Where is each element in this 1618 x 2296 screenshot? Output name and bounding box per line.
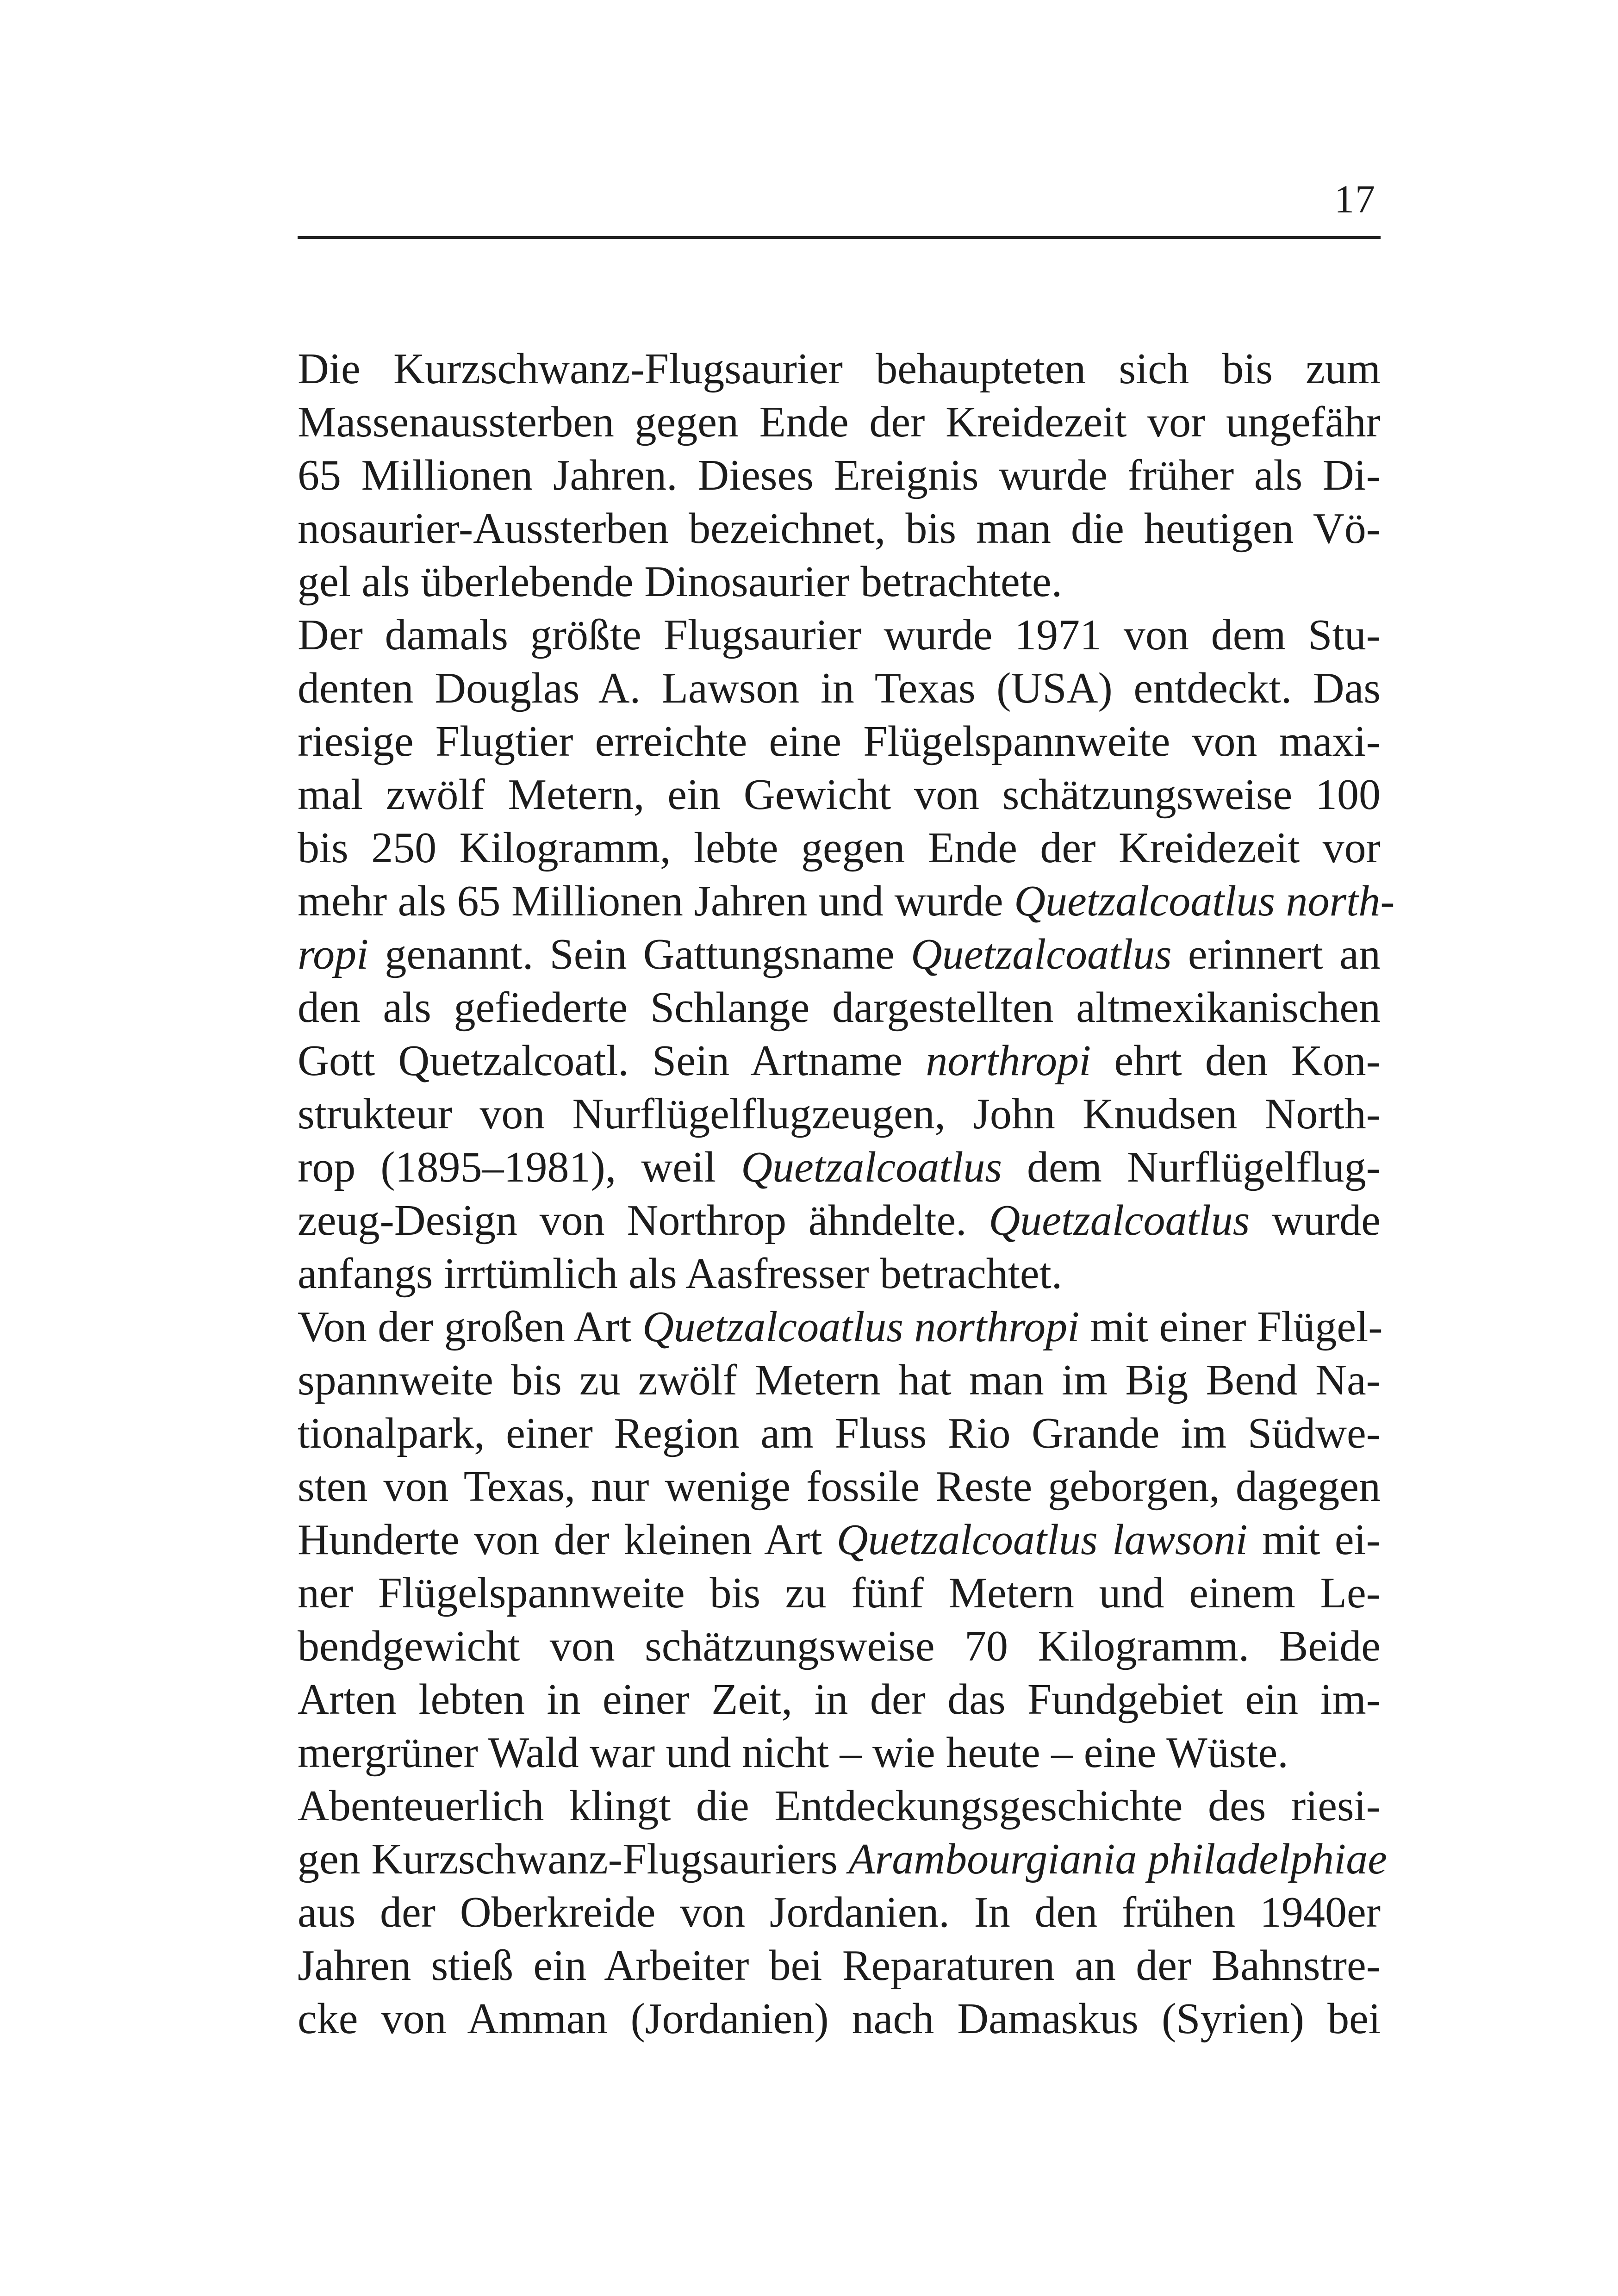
body-text — [298, 342, 1395, 2046]
text-line — [298, 1726, 1381, 1780]
text-run: anfangs irrtümlich als Aasfresser betrachtet. — [298, 1250, 1063, 1298]
text-run: aus der Oberkreide von Jordanien. In den frühen 1940er — [298, 1888, 1381, 1936]
text-run: dem Nurflügelflug- — [1002, 1143, 1381, 1191]
text-run: Hunderte von der kleinen Art — [298, 1516, 837, 1564]
text-run: Arten lebten in einer Zeit, in der das Fundgebiet ein im- — [298, 1675, 1381, 1724]
text-line — [298, 1088, 1381, 1141]
text-run: gel als überlebende Dinosaurier betrachtete. — [298, 558, 1063, 606]
text-line — [298, 1513, 1381, 1567]
text-line — [298, 1833, 1387, 1886]
text-run: mergrüner Wald war und nicht – wie heute – eine Wüste. — [298, 1729, 1288, 1777]
text-run: wurde — [1250, 1196, 1381, 1244]
text-line — [298, 875, 1395, 928]
text-run: mit ei- — [1247, 1516, 1381, 1564]
text-line — [298, 609, 1381, 662]
page-header — [298, 176, 1381, 239]
text-line — [298, 1780, 1381, 1833]
text-run: ehrt den Kon- — [1091, 1037, 1381, 1085]
text-line — [298, 502, 1381, 555]
text-run: Von der großen Art — [298, 1303, 642, 1351]
text-line — [298, 342, 1381, 396]
italic-taxon-name: Quetzalcoatlus lawsoni — [836, 1516, 1248, 1564]
text-line — [298, 928, 1381, 981]
text-run: tionalpark, einer Region am Fluss Rio Grande im Südwe- — [298, 1409, 1381, 1457]
italic-taxon-name: Quetzalcoatlus — [989, 1196, 1250, 1244]
text-line — [298, 1460, 1381, 1513]
text-run: gen Kurzschwanz-Flugsauriers — [298, 1835, 849, 1883]
italic-taxon-name: Quetzalcoatlus — [910, 930, 1172, 978]
text-run: nosaurier-Aussterben bezeichnet, bis man die heutigen Vö- — [298, 504, 1381, 553]
text-line — [298, 1407, 1381, 1460]
text-line — [298, 1194, 1381, 1247]
italic-taxon-name: Quetzalcoatlus northropi — [642, 1303, 1080, 1351]
text-run: spannweite bis zu zwölf Metern hat man im Big Bend Na- — [298, 1356, 1381, 1404]
text-run: erinnert an — [1171, 930, 1381, 978]
text-line — [298, 821, 1381, 875]
text-line — [298, 1034, 1381, 1088]
text-run: Abenteuerlich klingt die Entdeckungsgeschichte des riesi- — [298, 1782, 1381, 1830]
text-run: Jahren stieß ein Arbeiter bei Reparaturen an der Bahnstre- — [298, 1941, 1381, 1990]
text-line — [298, 981, 1381, 1034]
text-line — [298, 1886, 1381, 1939]
text-run: ner Flügelspannweite bis zu fünf Metern und einem Le- — [298, 1569, 1381, 1617]
text-line — [298, 768, 1381, 821]
text-run: mehr als 65 Millionen Jahren und wurde — [298, 877, 1014, 925]
text-line — [298, 1939, 1381, 1992]
text-line — [298, 1141, 1381, 1194]
text-run: bis 250 Kilogramm, lebte gegen Ende der Kreidezeit vor — [298, 824, 1381, 872]
text-run: Die Kurzschwanz-Flugsaurier behaupteten sich bis zum — [298, 345, 1381, 393]
text-line — [298, 1673, 1381, 1726]
text-run: strukteur von Nurflügelflugzeugen, John Knudsen North- — [298, 1090, 1381, 1138]
text-run: Massenaussterben gegen Ende der Kreidezeit vor ungefähr — [298, 398, 1381, 446]
text-run: Gott Quetzalcoatl. Sein Artname — [298, 1037, 926, 1085]
text-run: Der damals größte Flugsaurier wurde 1971 von dem Stu- — [298, 611, 1381, 659]
page-number: 17 — [1334, 177, 1376, 221]
text-line — [298, 1620, 1381, 1673]
italic-taxon-name: Quetzalcoatlus — [741, 1143, 1002, 1191]
text-line — [298, 1354, 1381, 1407]
text-run: zeug-Design von Northrop ähndelte. — [298, 1196, 989, 1244]
text-run: riesige Flugtier erreichte eine Flügelspannweite von maxi- — [298, 717, 1381, 765]
text-line — [298, 662, 1381, 715]
text-run: mal zwölf Metern, ein Gewicht von schätzungsweise 100 — [298, 771, 1381, 819]
text-run: 65 Millionen Jahren. Dieses Ereignis wurde früher als Di- — [298, 451, 1381, 499]
text-line — [298, 715, 1381, 768]
text-line — [298, 1567, 1381, 1620]
text-run: cke von Amman (Jordanien) nach Damaskus (Syrien) bei — [298, 1995, 1381, 2043]
text-line — [298, 1300, 1381, 1354]
italic-taxon-name: Arambourgiania philadelphiae — [848, 1835, 1387, 1883]
text-line — [298, 449, 1381, 502]
text-line — [298, 1992, 1381, 2046]
italic-taxon-name: northropi — [926, 1037, 1091, 1085]
italic-taxon-name: ropi — [298, 930, 369, 978]
text-run: den als gefiederte Schlange dargestellten altmexikanischen — [298, 983, 1381, 1032]
text-line — [298, 555, 1381, 609]
text-run: mit einer Flügel- — [1079, 1303, 1383, 1351]
text-run: rop (1895–1981), weil — [298, 1143, 741, 1191]
text-run: denten Douglas A. Lawson in Texas (USA) entdeckt. Das — [298, 664, 1381, 712]
italic-taxon-name: Quetzalcoatlus north- — [1014, 877, 1395, 925]
text-run: sten von Texas, nur wenige fossile Reste geborgen, dagegen — [298, 1462, 1381, 1511]
text-line — [298, 1247, 1381, 1300]
text-run: bendgewicht von schätzungsweise 70 Kilogramm. Beide — [298, 1622, 1381, 1670]
text-line — [298, 396, 1381, 449]
text-run: genannt. Sein Gattungsname — [368, 930, 911, 978]
